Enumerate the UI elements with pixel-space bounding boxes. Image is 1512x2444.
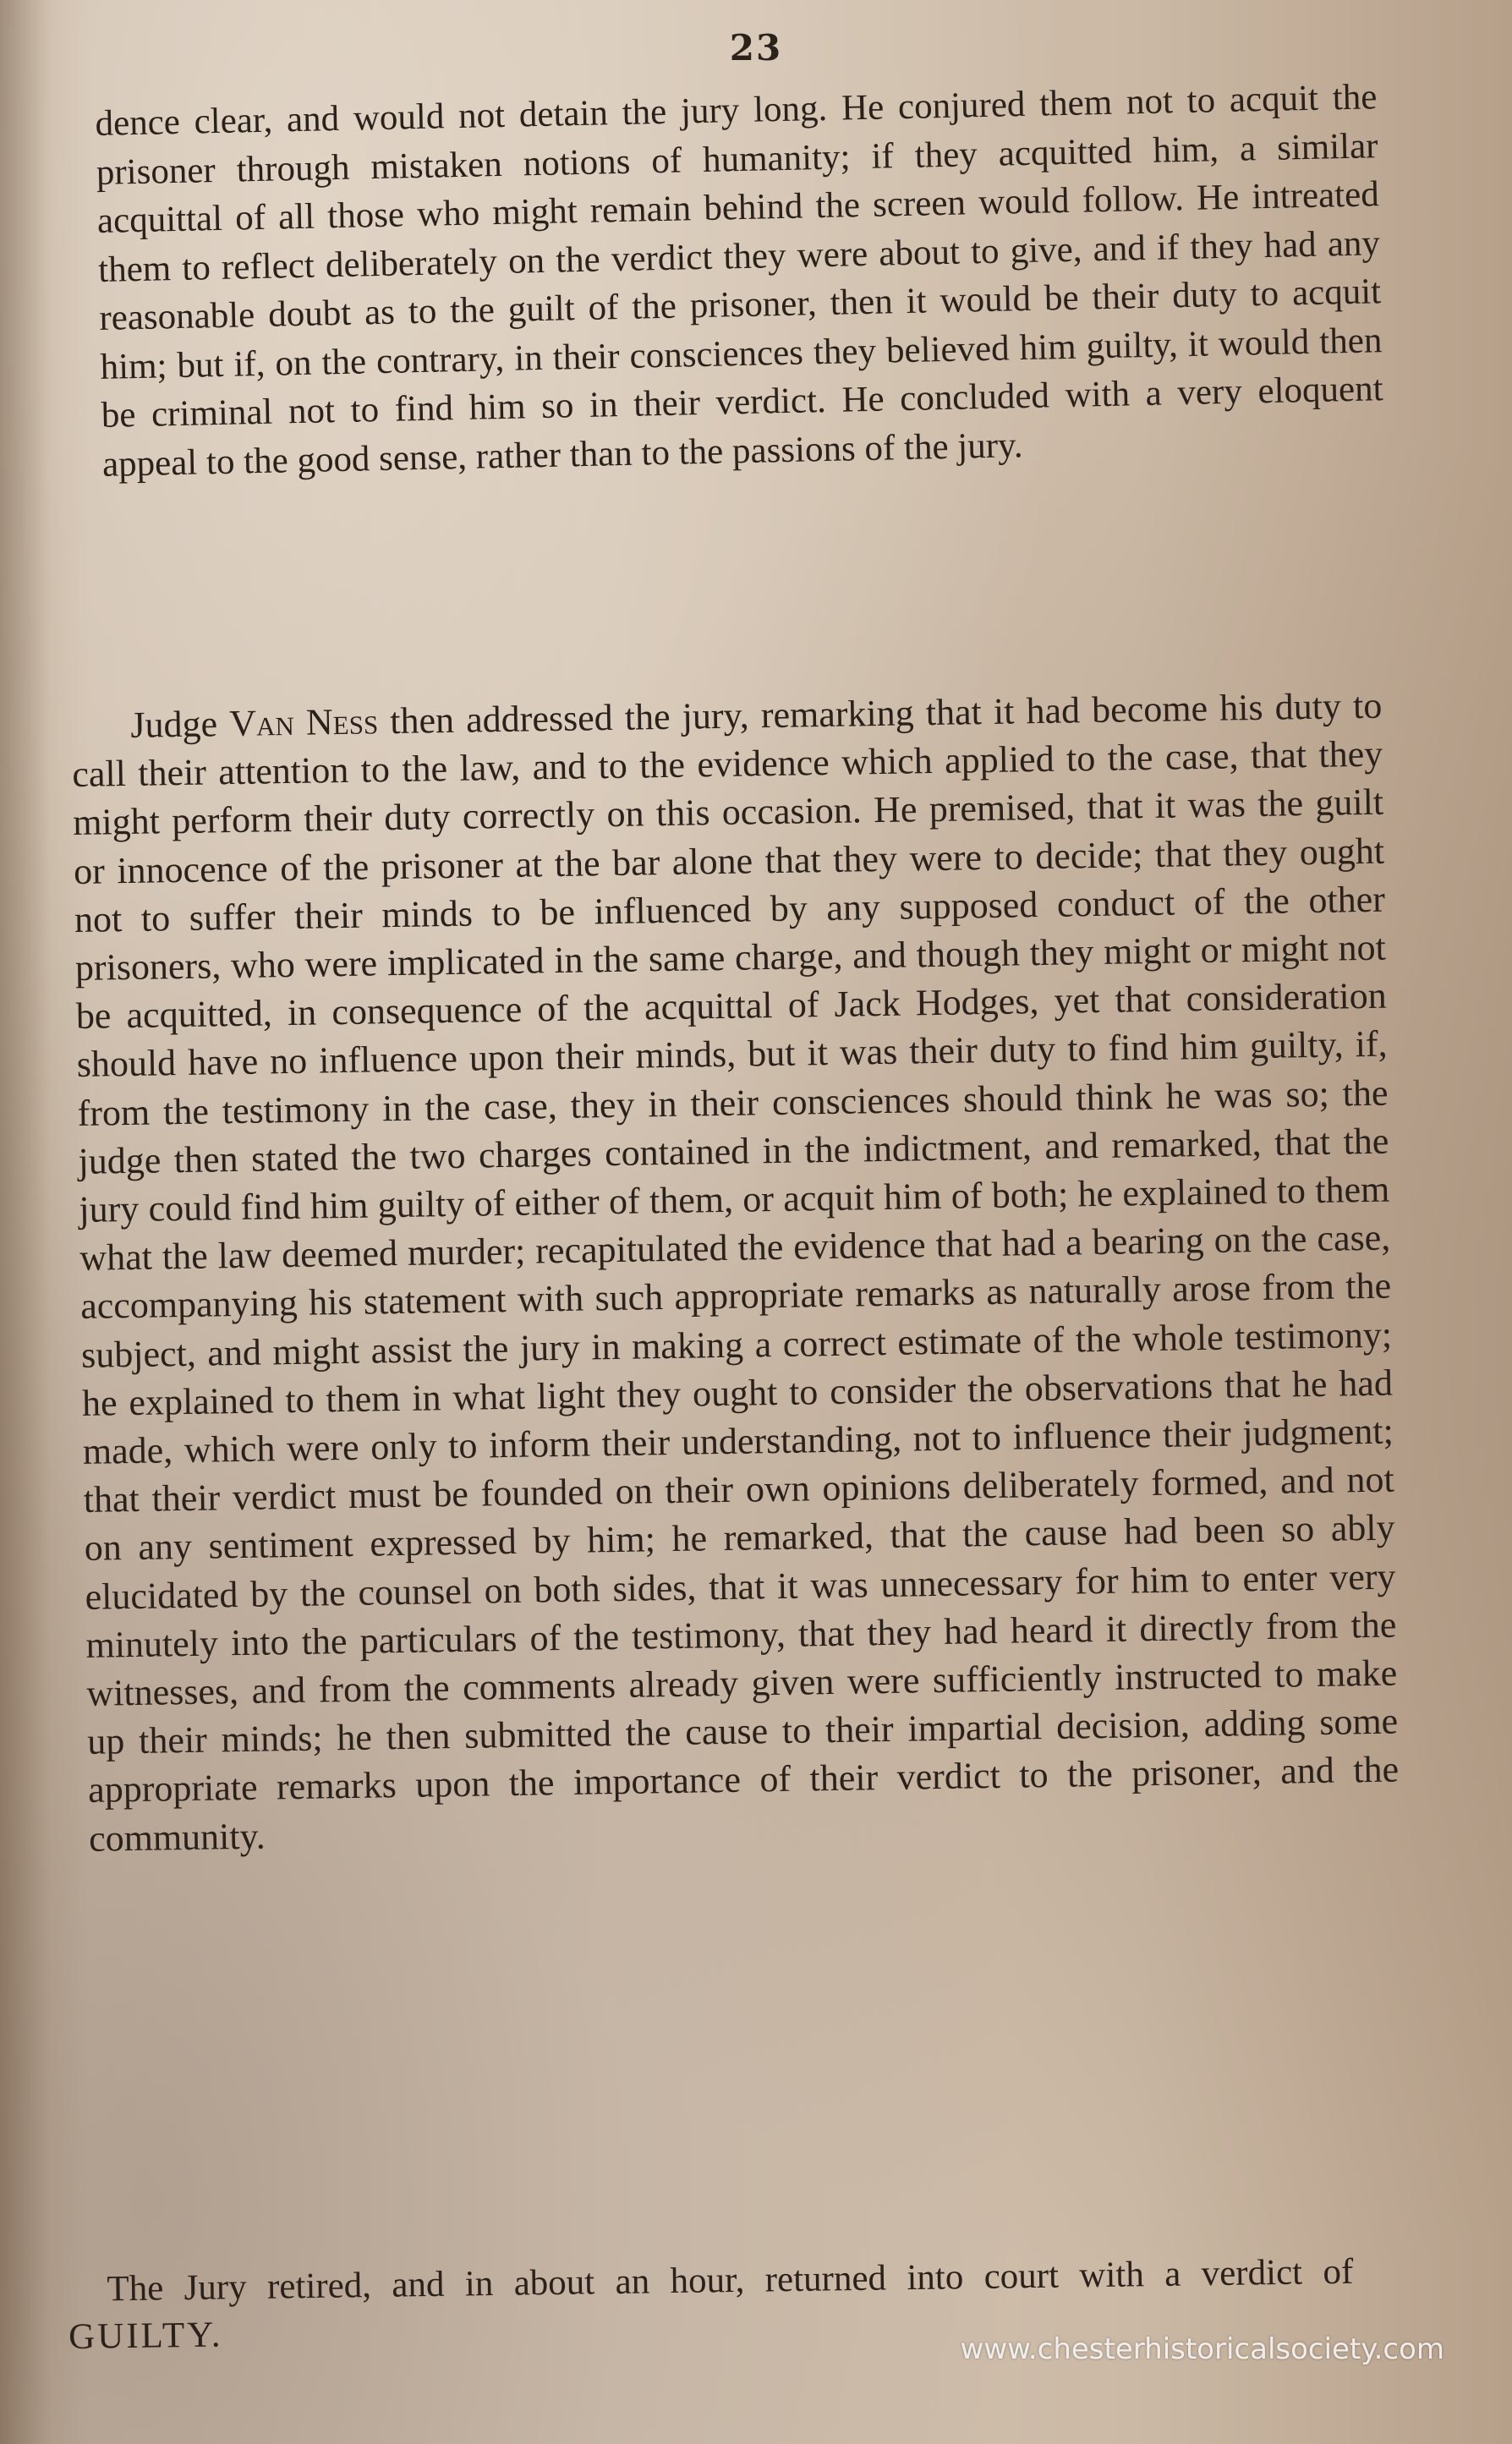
watermark-url: www.chesterhistoricalsociety.com: [960, 2332, 1444, 2366]
judge-title-text: Judge: [130, 703, 230, 746]
paragraph-judge-charge: [71, 682, 1400, 1863]
paragraph-indent: [72, 737, 131, 738]
verdict-lead-text: The Jury retired, and in about an hour, returned into court with a verdict of: [107, 2251, 1354, 2310]
judge-name: Van Ness: [228, 700, 379, 745]
judge-charge-text: then addressed the jury, remarking that it had become his duty to call their attention to the law, and to the evidence which applied to the case, that they might perform their duty correctly on this occasion. He premised, that it was the guilt or innocence of the prisoner at the bar alone that they were to decide; that they ought not to suffer their minds to be influenced by any supposed conduct of the other prisoners, who were implicated in the same charge, and though they might or might not be acquitted, in consequence of the acquittal of Jack Hodges, yet that consideration should have no influence upon their minds, but it was their duty to find him guilty, if, from the testimony in the case, they in their consciences should think he was so; the judge then stated the two charges contained in the indictment, and remarked, that the jury could find him guilty of either of them, or acquit him of both; he explained to them what the law deemed murder; recapitulated the evidence that had a bearing on the case, accompanying his statement with such appropriate remarks as naturally arose from the subject, and might assist the jury in making a correct estimate of the whole testimony; he explained to them in what light they ought to consider the observations that he had made, which were only to inform their understanding, not to influence their judgment; that their verdict must be founded on their own opinions deliberately formed, and not on any sentiment expressed by him; he remarked, that the cause had been so ably elucidated by the counsel on both sides, that it was unnecessary for him to enter very minutely into the particulars of the testimony, that they had heard it directly from the witnesses, and from the comments already given were sufficiently instructed to make up their minds; he then submitted the cause to their impartial decision, adding some appropriate remarks upon the importance of their verdict to the prisoner, and the community.: [71, 684, 1400, 1860]
paragraph-indent: [68, 2300, 107, 2301]
page-number: 23: [729, 27, 783, 68]
paragraph-prosecution-closing: dence clear, and would not detain the jury long. He conjured them not to acquit the prisoner through mistaken notions of humanity; if they acquitted him, a similar acquittal of all those who might remain behind the screen would follow. He intreated them to reflect deliberately on the verdict they were about to give, and if they had any reasonable doubt as to the guilt of the prisoner, then it would be their duty to acquit him; but if, on the contrary, in their consciences they believed him guilty, it would then be criminal not to find him so in their verdict. He concluded with a very eloquent appeal to the good sense, rather than to the passions of the jury.: [95, 77, 1383, 485]
page-edge-shadow: [0, 0, 51, 2444]
verdict-word: GUILTY.: [68, 2315, 223, 2357]
